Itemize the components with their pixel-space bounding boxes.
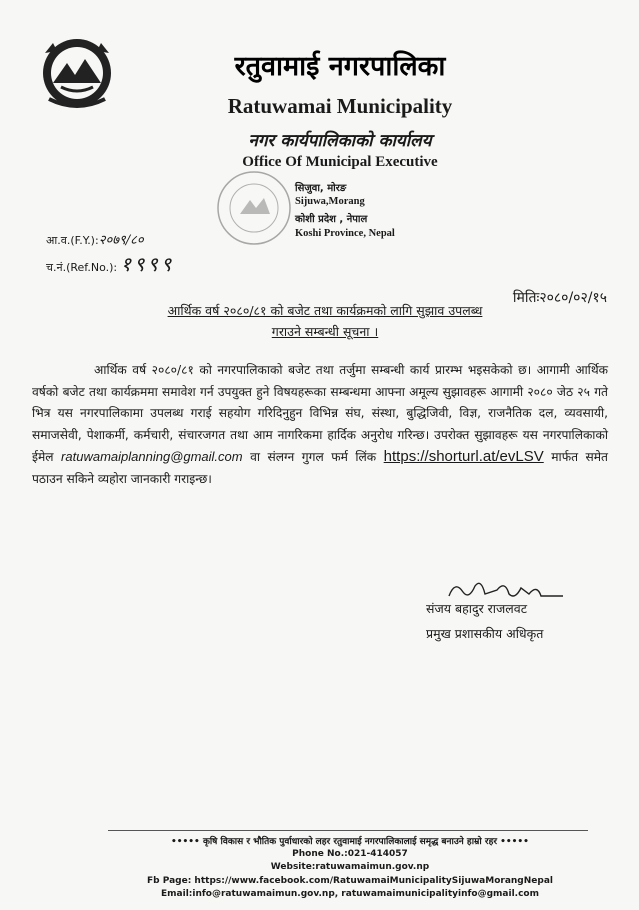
signer-name: संजय बहादुर राजलवट bbox=[426, 601, 528, 616]
municipality-name-english: Ratuwamai Municipality bbox=[227, 94, 453, 118]
body-text-part3: मार्फत समेत पठाउन सकिने व्यहोरा जानकारी गराइन्छ। bbox=[32, 450, 609, 486]
footer-phone: Phone No.:021-414057 bbox=[292, 849, 408, 859]
footer-website[interactable]: Website:ratuwamaimun.gov.np bbox=[270, 862, 430, 872]
address-line2-english: Koshi Province, Nepal bbox=[295, 228, 395, 239]
subject-line1: आर्थिक वर्ष २०८०/८१ को बजेट तथा कार्यक्रमको लागि सुझाव उपलब्ध bbox=[167, 303, 483, 318]
letter-date: मितिः२०८०/०२/१५ bbox=[512, 290, 607, 306]
footer-slogan: ••••• कृषि विकास र भौतिक पुर्वाधारको लहर रतुवामाई नगरपालिकालाई समृद्ध बनाउने हाम्रो रहर ••••• bbox=[171, 837, 529, 847]
office-stamp bbox=[208, 168, 300, 248]
planning-email[interactable]: ratuwamaiplanning@gmail.com bbox=[61, 449, 243, 464]
reference-number-label: च.नं.(Ref.No.): bbox=[46, 261, 118, 274]
office-name-nepali: नगर कार्यपालिकाको कार्यालय bbox=[248, 131, 432, 151]
address-line1-nepali: सिजुवा, मोरङ bbox=[295, 183, 347, 194]
fiscal-year bbox=[46, 230, 144, 248]
office-name-english: Office Of Municipal Executive bbox=[242, 154, 438, 170]
fiscal-year-label: आ.व.(F.Y.): bbox=[46, 234, 99, 247]
reference-number-value: १९९९ bbox=[120, 252, 175, 276]
address-line1-english: Sijuwa,Morang bbox=[295, 196, 365, 207]
google-form-link[interactable]: https://shorturl.at/evLSV bbox=[383, 448, 544, 465]
body-text-part2: वा संलग्न गुगल फर्म लिंक bbox=[250, 450, 377, 464]
body-text-part1: आर्थिक वर्ष २०८०/८१ को नगरपालिकाको बजेट तथा तर्जुमा सम्बन्धी कार्य प्रारम्भ भइसकेको छ। आगामी आर्थिक वर्षको बजेट तथा कार्यक्रममा समावेश गर्न उपयुक्त हुने विषयहरूका सम्बन्धमा आफ्ना अमूल्य सुझावहरू आगामी २०८० जेठ २५ गते भित्र यस नगरपालिकामा उपलब्ध गराई सहयोग गरिदिनुहुन विभिन्न संघ, संस्था, बुद्धिजिवी, विज्ञ, राजनैतिक दल, व्यवसायी, समाजसेवी, पेशाकर्मी, कर्मचारी, संचारजगत तथा आम नागरिकमा हार्दिक अनुरोध गरिन्छ। उपरोक्त सुझावहरू यस नगरपालिकाको ईमेल bbox=[32, 363, 608, 464]
municipality-name-nepali: रतुवामाई नगरपालिका bbox=[234, 51, 446, 82]
fiscal-year-value: २०७९/८० bbox=[98, 233, 144, 248]
footer-email[interactable]: Email:info@ratuwamaimun.gov.np, ratuwamaimunicipalityinfo@gmail.com bbox=[161, 889, 539, 899]
reference-number bbox=[46, 250, 174, 277]
footer-divider bbox=[108, 830, 588, 831]
footer-facebook[interactable]: Fb Page: https://www.facebook.com/RatuwamaiMunicipalitySijuwaMorangNepal bbox=[147, 876, 553, 886]
signer-title: प्रमुख प्रशासकीय अधिकृत bbox=[426, 626, 544, 641]
subject-line2: गराउने सम्बन्धी सूचना । bbox=[271, 324, 379, 339]
body-paragraph bbox=[32, 360, 608, 490]
nepal-emblem-logo bbox=[33, 33, 121, 113]
subject bbox=[100, 300, 550, 342]
address-line2-nepali: कोशी प्रदेश , नेपाल bbox=[295, 214, 368, 225]
